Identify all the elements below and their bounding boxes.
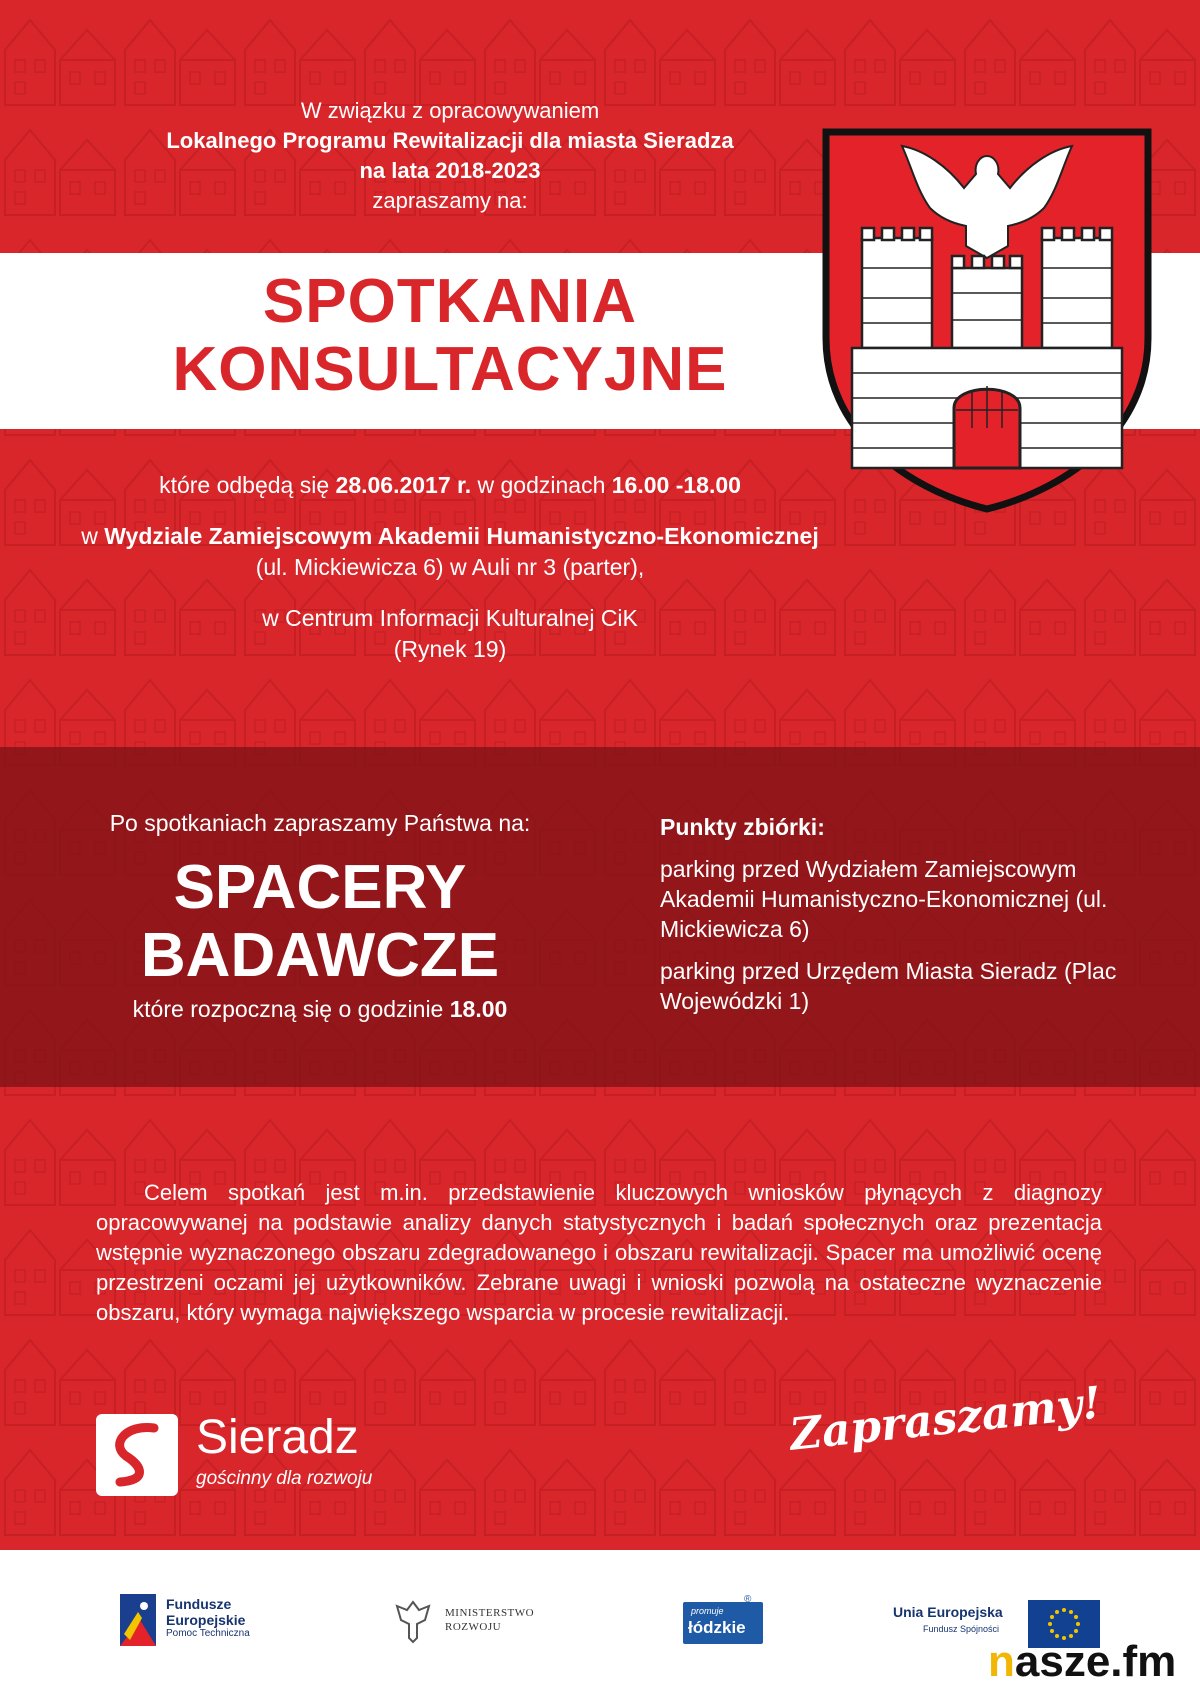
ministerstwo-rozwoju-logo: [393, 1598, 553, 1648]
min-line-2: ROZWOJU: [445, 1621, 502, 1633]
intro-line-4: zapraszamy na:: [372, 188, 528, 213]
meeting-place-2: [40, 603, 860, 665]
walks-title-line-1: SPACERY: [173, 853, 467, 922]
place1-prefix: w: [81, 523, 105, 549]
registered-mark: ®: [744, 1594, 752, 1605]
walks-intro: Po spotkaniach zapraszamy Państwa na:: [109, 810, 531, 836]
min-line-1: MINISTERSTWO: [445, 1607, 535, 1619]
polish-eagle-icon: [393, 1598, 433, 1646]
intro-line-2: Lokalnego Programu Rewitalizacji dla miasta Sieradza: [166, 128, 734, 153]
meeting-time: [40, 470, 860, 501]
promuje-label: promuje: [691, 1606, 724, 1616]
intro-line-1: W związku z opracowywaniem: [300, 98, 600, 123]
watermark-n: n: [988, 1637, 1015, 1686]
lodzkie-label: łódzkie: [688, 1618, 746, 1637]
fundusze-europejskie-title: [166, 1596, 245, 1628]
place1-address: (ul. Mickiewicza 6) w Auli nr 3 (parter),: [255, 554, 645, 580]
meeting-date: 28.06.2017 r.: [335, 472, 472, 498]
fundusze-europejskie-logo: [120, 1592, 280, 1652]
promuje-lodzkie-logo: [683, 1602, 763, 1644]
main-title-line-2: KONSULTACYJNE: [172, 335, 728, 404]
walks-info: [60, 808, 580, 1024]
walks-time: [60, 994, 580, 1024]
goal-paragraph: Celem spotkań jest m.in. przedstawienie kluczowych wniosków płynących z diagnozy opracowywanej na podstawie analizy danych statystycznych i badań społecznych oraz prezentacja wstępnie wyznaczonego obszaru zdegradowanego i obszaru rewitalizacji. Spacer ma umożliwić ocenę przestrzeni oczami jej użytkowników. Zebrane uwagi i wnioski pozwolą na ostateczne wyznaczenie obszaru, który wymaga największego wsparcia w procesie rewitalizacji.: [96, 1180, 1102, 1325]
sieradz-logo-mark-icon: [96, 1414, 178, 1496]
main-title-line-1: SPOTKANIA: [262, 267, 638, 336]
walks-time-value: 18.00: [449, 996, 508, 1022]
meeting-point-1: parking przed Wydziałem Zamiejscowym Akademii Humanistyczno-Ekonomicznej (ul. Mickiewicza 6): [660, 856, 1108, 942]
meeting-mid: w godzinach: [471, 472, 612, 498]
place2-name: w Centrum Informacji Kulturalnej CiK: [262, 605, 638, 631]
watermark-rest: asze.fm: [1014, 1637, 1177, 1686]
walks-title-line-2: BADAWCZE: [140, 921, 500, 990]
place2-address: (Rynek 19): [393, 636, 507, 662]
place1-name: Wydziale Zamiejscowym Akademii Humanistyczno-Ekonomicznej: [104, 523, 819, 549]
ministerstwo-rozwoju-text: [445, 1606, 534, 1634]
meeting-points: [660, 812, 1160, 1028]
meeting-prefix: które odbędą się: [159, 472, 336, 498]
closing-invitation: Zapraszamy!: [787, 1377, 1104, 1461]
meeting-points-heading: Punkty zbiórki:: [660, 814, 825, 840]
sieradz-coat-of-arms-icon: [822, 128, 1152, 513]
intro-text: [100, 96, 800, 216]
walks-time-prefix: które rozpoczną się o godzinie: [132, 996, 450, 1022]
main-title: [110, 268, 790, 404]
meeting-place-1: [40, 521, 860, 583]
meeting-point-2: parking przed Urzędem Miasta Sieradz (Plac Wojewódzki 1): [660, 958, 1117, 1014]
fundusze-europejskie-icon: [120, 1594, 156, 1646]
fe-title-line-1: Fundusze: [166, 1596, 232, 1612]
sieradz-logo: [96, 1410, 426, 1500]
fundusze-europejskie-subtitle: Pomoc Techniczna: [166, 1628, 250, 1639]
meeting-details: [40, 470, 860, 685]
nasze-fm-watermark: [988, 1637, 1177, 1686]
unia-europejska-title: Unia Europejska: [893, 1604, 1003, 1620]
fundusz-spojnosci-subtitle: Fundusz Spójności: [923, 1624, 1000, 1634]
walks-title: [60, 854, 580, 990]
fe-title-line-2: Europejskie: [166, 1612, 246, 1628]
intro-line-3: na lata 2018-2023: [359, 158, 541, 183]
sieradz-logo-tagline: gościnny dla rozwoju: [196, 1468, 373, 1489]
sieradz-logo-name: Sieradz: [196, 1411, 359, 1464]
meeting-hours: 16.00 -18.00: [611, 472, 741, 498]
